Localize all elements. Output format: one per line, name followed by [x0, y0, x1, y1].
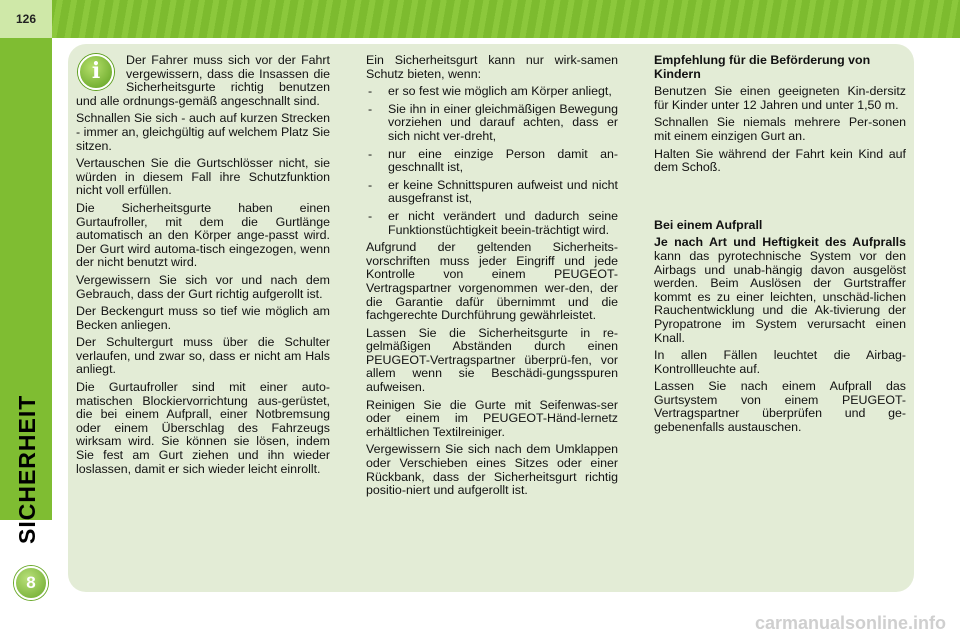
paragraph-crash: [654, 236, 906, 345]
paragraph: Lassen Sie die Sicherheitsgurte in re-gelmäßigen Abständen durch einen PEUGEOT-Vertragspartner überprü-fen, vor allem wenn sie Beschädi-gungsspuren aufweisen.: [366, 325, 618, 395]
paragraph: Die Gurtaufroller sind mit einer auto-matischen Blockiervorrichtung aus-gerüstet, die bei einem Aufprall, einer Notbremsung oder einem Überschlag des Fahrzeugs wirksam wird. Sie können sie lösen, indem Sie fest am Gurt ziehen und ihn wieder loslassen, damit er sich wieder leicht einrollt.: [76, 380, 330, 476]
heading-crash: Bei einem Aufprall: [654, 217, 763, 232]
paragraph: Der Fahrer muss sich vor der Fahrt vergewissern, dass die Insassen die Sicherheitsgurte richtig benutzen und alle ordnungs-gemäß angeschnallt sind.: [76, 53, 330, 108]
column-middle: [366, 54, 618, 502]
crash-text: kann das pyrotechnische System vor den Airbags und unab-hängig davon ausgelöst werden. Beim Auslösen der Gurtstraffer kommt es zu einer leichten, unschäd-lichen Rauchentwicklung und die Ak-tivierung der Pyropatrone im System verursacht einen Knall.: [654, 248, 906, 345]
paragraph: In allen Fällen leuchtet die Airbag-Kontrollleuchte auf.: [654, 348, 906, 376]
watermark: carmanualsonline.info: [754, 613, 946, 633]
paragraph: Der Schultergurt muss über die Schulter verlaufen, und zwar so, dass er nicht am Hals anliegt.: [76, 335, 330, 377]
top-banner: [0, 0, 960, 38]
list-item: - Sie ihn in einer gleichmäßigen Bewegung vorziehen und darauf achten, dass er sich nicht ver-dreht,: [366, 103, 618, 144]
chapter-number-badge: 8: [14, 566, 48, 600]
paragraph: Der Beckengurt muss so tief wie möglich am Becken anliegen.: [76, 304, 330, 332]
list-item: - er so fest wie möglich am Körper anliegt,: [366, 85, 618, 99]
column-left: [76, 54, 330, 480]
paragraph: Vergewissern Sie sich vor und nach dem Gebrauch, dass der Gurt richtig aufgerollt ist.: [76, 272, 330, 301]
list-item: - er nicht verändert und dadurch seine Funktionstüchtigkeit beein-trächtigt wird.: [366, 210, 618, 237]
intro-paragraph: Ein Sicherheitsgurt kann nur wirk-samen Schutz bieten, wenn:: [366, 53, 618, 81]
list-item: - er keine Schnittspuren aufweist und nicht ausgefranst ist,: [366, 179, 618, 206]
paragraph: Vertauschen Sie die Gurtschlösser nicht, sie würden in diesem Fall ihre Schutzfunktion nicht voll erfüllen.: [76, 156, 330, 198]
heading-child-transport: Empfehlung für die Beförderung von Kindern: [654, 53, 871, 81]
paragraph: Reinigen Sie die Gurte mit Seifenwas-ser oder einem im PEUGEOT-Händ-lernetz erhältlichen Textilreiniger.: [366, 397, 618, 439]
paragraph: Vergewissern Sie sich nach dem Umklappen oder Verschieben eines Sitzes oder einer Rückbank, dass der Sicherheitsgurt richtig positio-niert und aufgerollt ist.: [366, 442, 618, 498]
paragraph: Die Sicherheitsgurte haben einen Gurtaufroller, mit dem die Gurtlänge automatisch an den Körper ange-passt wird. Der Gurt wird automa-tisch eingezogen, wenn der nicht benutzt wird.: [76, 200, 330, 270]
section-title: SICHERHEIT: [14, 394, 40, 544]
column-right: [654, 54, 906, 439]
info-icon: i: [78, 54, 114, 90]
paragraph: Lassen Sie nach einem Aufprall das Gurtsystem von einem PEUGEOT-Vertragspartner überprüfen und ge-gebenenfalls austauschen.: [654, 379, 906, 435]
paragraph: Schnallen Sie sich - auch auf kurzen Strecken - immer an, gleichgültig auf welchem Platz Sie sitzen.: [76, 111, 330, 153]
page-number: 126: [0, 0, 52, 38]
list-item: - nur eine einzige Person damit an-geschnallt ist,: [366, 148, 618, 175]
crash-bold-text: Je nach Art und Heftigkeit des Aufpralls: [654, 235, 906, 250]
paragraph: Aufgrund der geltenden Sicherheits-vorschriften muss jeder Eingriff und jede Kontrolle von einem PEUGEOT-Vertragspartner vorgenommen wer-den, der die Garantie dafür übernimmt und die fachgerechte Durchführung gewährleistet.: [366, 240, 618, 323]
paragraph: Halten Sie während der Fahrt kein Kind auf dem Schoß.: [654, 146, 906, 175]
paragraph: Schnallen Sie niemals mehrere Per-sonen mit einem einzigen Gurt an.: [654, 115, 906, 143]
paragraph: Benutzen Sie einen geeigneten Kin-dersitz für Kinder unter 12 Jahren und unter 1,50 m.: [654, 84, 906, 112]
